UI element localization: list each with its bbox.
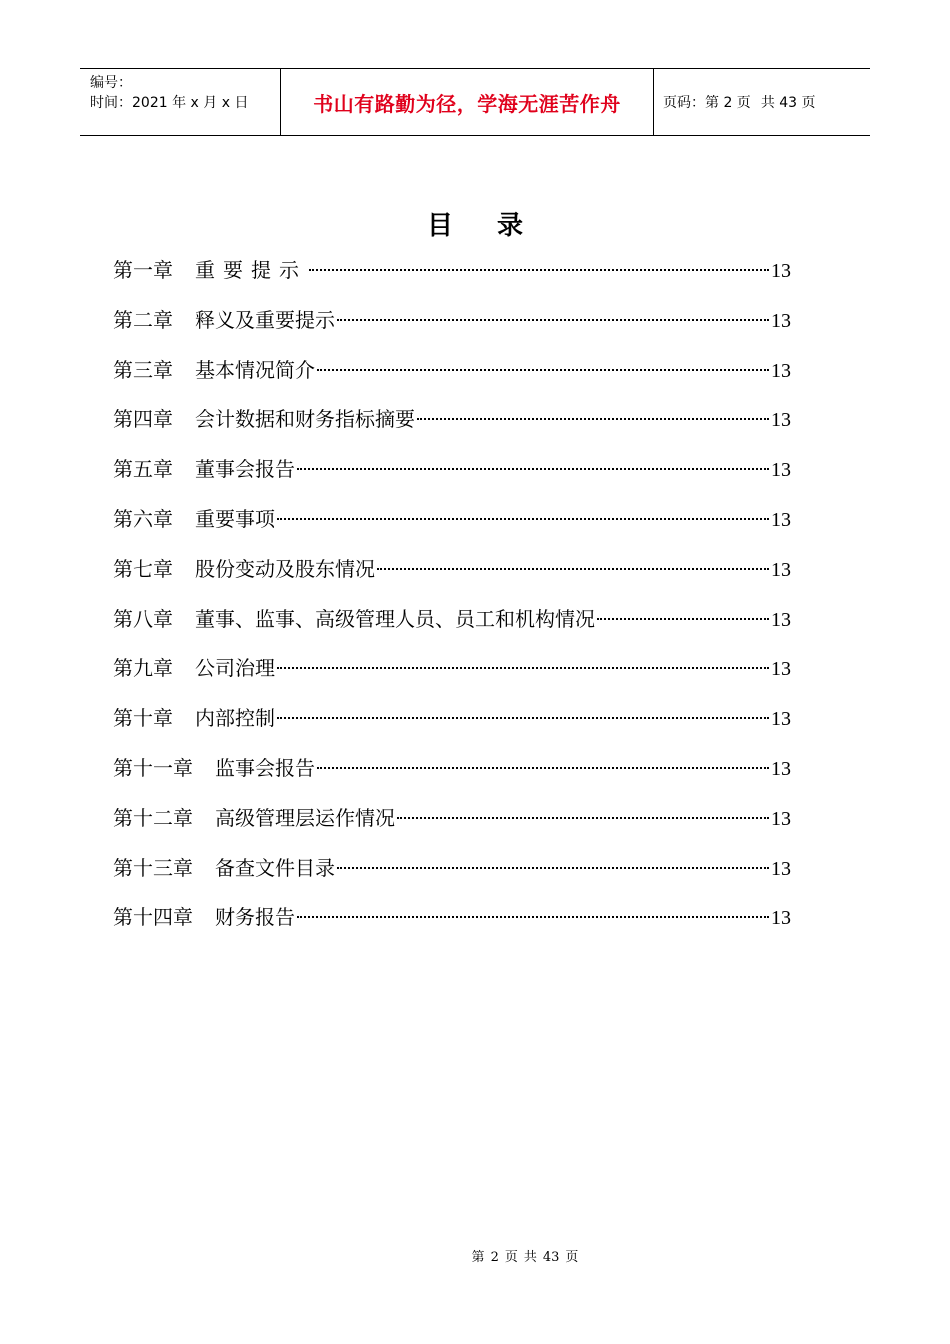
toc-chapter-number: 第二章 (113, 307, 173, 332)
toc-chapter-number: 第九章 (113, 656, 173, 681)
page-header (80, 68, 870, 136)
toc-page-number: 13 (771, 459, 791, 482)
toc-chapter-number: 第十四章 (113, 905, 193, 930)
toc-dot-leader (317, 369, 769, 371)
header-meta (80, 69, 281, 135)
toc-page-number: 13 (771, 260, 791, 282)
toc-chapter-number: 第三章 (113, 357, 173, 382)
toc-entry[interactable] (113, 252, 791, 302)
toc-page-number: 13 (771, 608, 791, 631)
toc-entry[interactable] (113, 451, 791, 501)
toc-dot-leader (277, 717, 769, 719)
toc-chapter-number: 第七章 (113, 556, 173, 581)
toc-chapter-number: 第一章 (113, 258, 173, 282)
toc-chapter-title: 会计数据和财务指标摘要 (195, 407, 415, 432)
toc-dot-leader (417, 418, 769, 420)
toc-chapter-title: 基本情况简介 (195, 357, 315, 382)
toc-chapter-title: 重要提示 (195, 258, 307, 282)
toc-chapter-title: 股份变动及股东情况 (195, 556, 375, 581)
toc-entry[interactable] (113, 551, 791, 601)
toc-chapter-title: 公司治理 (195, 656, 275, 681)
toc-dot-leader (317, 767, 769, 769)
toc-entry[interactable] (113, 700, 791, 750)
toc-entry[interactable] (113, 850, 791, 900)
toc-chapter-title: 释义及重要提示 (195, 307, 335, 332)
toc-chapter-number: 第四章 (113, 407, 173, 432)
toc-chapter-title: 备查文件目录 (215, 855, 335, 880)
footer-word: 页 (565, 1250, 579, 1265)
toc-dot-leader (597, 618, 769, 620)
toc-chapter-title: 高级管理层运作情况 (215, 805, 395, 830)
toc-dot-leader (277, 667, 769, 669)
toc-entry[interactable] (113, 401, 791, 451)
footer-total-pages: 43 (542, 1250, 560, 1265)
toc-entry[interactable] (113, 352, 791, 402)
toc-page-number: 13 (771, 658, 791, 681)
toc-chapter-title: 内部控制 (195, 706, 275, 731)
toc-dot-leader (297, 916, 769, 918)
toc-page-number: 13 (771, 309, 791, 332)
toc-chapter-number: 第十三章 (113, 855, 193, 880)
document-time: 时间：2021 年 x 月 x 日 (90, 95, 249, 111)
toc-page-number: 13 (771, 508, 791, 531)
footer-word: 页 (504, 1250, 518, 1265)
header-total-pages: 共 43 页 (760, 95, 816, 111)
toc-page-number: 13 (771, 907, 791, 930)
footer-word: 第 (471, 1250, 485, 1265)
toc-chapter-title: 董事会报告 (195, 457, 295, 482)
toc-dot-leader (297, 468, 769, 470)
document-number: 编号： (90, 75, 132, 91)
toc-dot-leader (377, 568, 769, 570)
toc-entry[interactable] (113, 750, 791, 800)
header-page-info (654, 69, 870, 135)
toc-chapter-title: 重要事项 (195, 506, 275, 531)
toc-chapter-number: 第十二章 (113, 805, 193, 830)
page-footer (0, 1246, 950, 1265)
toc-page-number: 13 (771, 708, 791, 731)
toc-entry[interactable] (113, 501, 791, 551)
toc-dot-leader (397, 817, 769, 819)
header-motto: 书山有路勤为径，学海无涯苦作舟 (281, 69, 654, 135)
toc-entry[interactable] (113, 899, 791, 949)
toc-chapter-title: 监事会报告 (215, 755, 315, 780)
header-page-number: 页码：第 2 页 (663, 95, 751, 111)
toc-entry[interactable] (113, 800, 791, 850)
toc-entry[interactable] (113, 601, 791, 651)
toc-dot-leader (277, 518, 769, 520)
toc-chapter-number: 第八章 (113, 606, 173, 631)
toc-title: 目录 (426, 211, 567, 241)
toc-entry[interactable] (113, 650, 791, 700)
toc-chapter-number: 第十章 (113, 706, 173, 731)
footer-word: 共 (523, 1250, 537, 1265)
toc-chapter-number: 第六章 (113, 506, 173, 531)
toc-page-number: 13 (771, 807, 791, 830)
toc-chapter-title: 财务报告 (215, 905, 295, 930)
toc-page-number: 13 (771, 409, 791, 432)
toc-page-number: 13 (771, 558, 791, 581)
toc-dot-leader (337, 867, 769, 869)
table-of-contents (113, 252, 791, 949)
toc-dot-leader (337, 319, 769, 321)
toc-chapter-title: 董事、监事、高级管理人员、员工和机构情况 (195, 606, 595, 631)
toc-page-number: 13 (771, 857, 791, 880)
toc-page-number: 13 (771, 359, 791, 382)
toc-entry[interactable] (113, 302, 791, 352)
toc-dot-leader (309, 269, 769, 271)
toc-chapter-number: 第五章 (113, 457, 173, 482)
toc-chapter-number: 第十一章 (113, 755, 193, 780)
footer-page-number: 2 (490, 1250, 499, 1265)
toc-page-number: 13 (771, 757, 791, 780)
